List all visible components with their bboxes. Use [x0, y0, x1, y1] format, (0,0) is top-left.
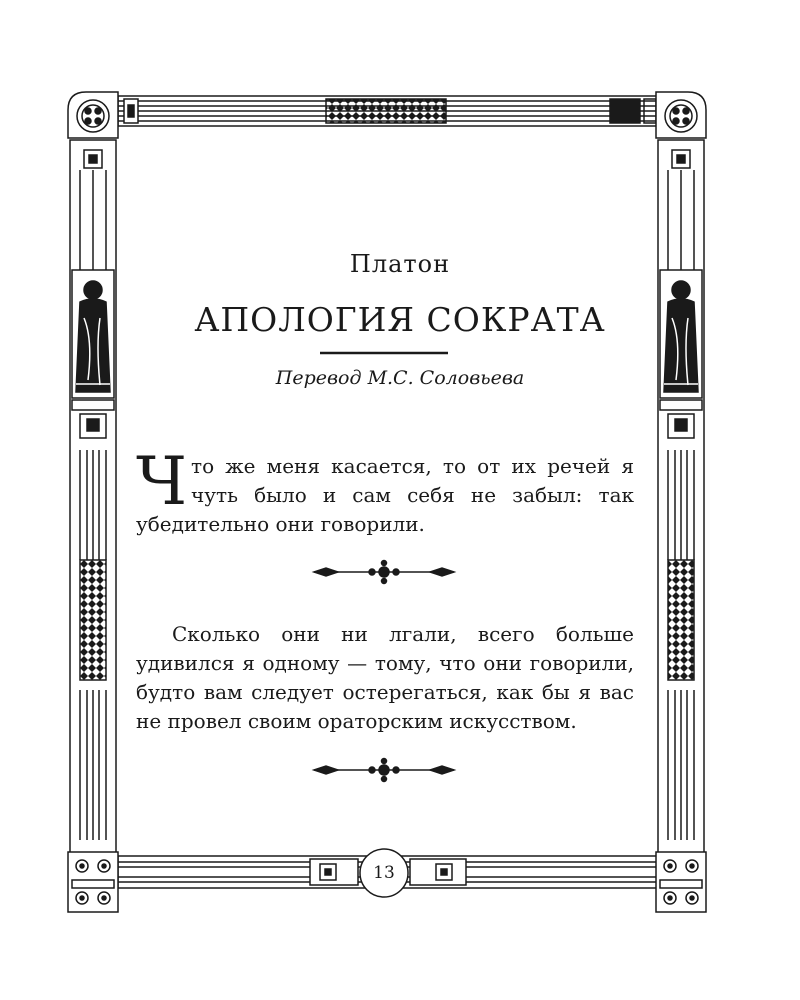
translator-credit: Перевод М.С. Соловьева	[275, 367, 525, 389]
corner-spiral-icon	[68, 92, 118, 138]
paragraph-first-text: то же меня касается, то от их речей я чуть было и сам себя не забыл: так убедительно они говорили.	[136, 454, 634, 536]
fleuron-divider-icon	[314, 759, 454, 782]
corner-rosette-icon	[656, 852, 706, 912]
page-number: 13	[373, 863, 395, 883]
author-name: Платон	[349, 250, 451, 278]
fleuron-divider-icon	[314, 561, 454, 584]
paragraph-second: Сколько они ни лгали, всего больше удивился я одному — тому, что они говорили, будто вам следует остерегаться, как бы я вас не провел своим ораторским искусством.	[136, 622, 634, 733]
top-border-band	[118, 96, 666, 126]
paragraph-first	[136, 443, 634, 539]
book-title: АПОЛОГИЯ СОКРАТА	[194, 300, 606, 339]
right-pillar	[658, 140, 704, 856]
left-pillar	[70, 140, 116, 856]
drop-cap: Ч	[136, 443, 188, 520]
corner-rosette-icon	[68, 852, 118, 912]
corner-spiral-icon	[656, 92, 706, 138]
